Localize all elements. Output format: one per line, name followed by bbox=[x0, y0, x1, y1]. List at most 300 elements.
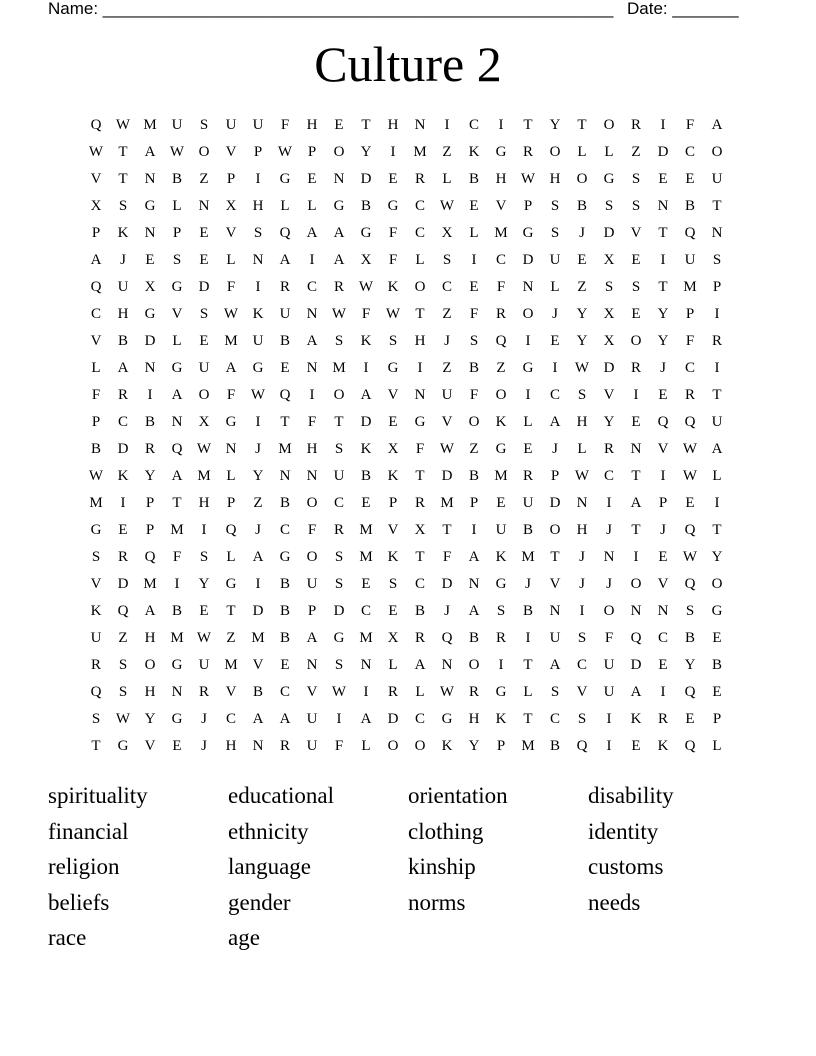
grid-letter[interactable]: F bbox=[415, 441, 425, 457]
grid-letter[interactable]: E bbox=[307, 171, 317, 187]
grid-letter[interactable]: O bbox=[306, 495, 318, 511]
grid-letter[interactable]: M bbox=[332, 360, 346, 376]
grid-letter[interactable]: T bbox=[415, 468, 425, 484]
grid-letter[interactable]: W bbox=[439, 684, 455, 700]
grid-letter[interactable]: W bbox=[277, 144, 293, 160]
grid-letter[interactable]: I bbox=[579, 603, 585, 619]
grid-letter[interactable]: R bbox=[144, 441, 155, 457]
grid-letter[interactable]: O bbox=[198, 387, 210, 403]
grid-letter[interactable]: T bbox=[361, 117, 371, 133]
grid-letter[interactable]: J bbox=[552, 306, 558, 322]
grid-letter[interactable]: E bbox=[361, 576, 371, 592]
grid-letter[interactable]: R bbox=[495, 306, 506, 322]
grid-letter[interactable]: P bbox=[712, 279, 722, 295]
grid-letter[interactable]: B bbox=[549, 738, 560, 754]
grid-letter[interactable]: E bbox=[631, 738, 641, 754]
grid-letter[interactable]: F bbox=[334, 738, 344, 754]
grid-letter[interactable]: W bbox=[196, 441, 212, 457]
grid-letter[interactable]: D bbox=[630, 657, 642, 673]
grid-letter[interactable]: J bbox=[579, 576, 585, 592]
grid-letter[interactable]: N bbox=[333, 171, 345, 187]
grid-letter[interactable]: G bbox=[171, 657, 183, 673]
grid-letter[interactable]: D bbox=[657, 144, 669, 160]
grid-letter[interactable]: E bbox=[712, 684, 722, 700]
grid-letter[interactable]: K bbox=[360, 441, 372, 457]
grid-letter[interactable]: C bbox=[441, 279, 452, 295]
grid-letter[interactable]: T bbox=[712, 387, 722, 403]
grid-letter[interactable]: R bbox=[90, 657, 101, 673]
grid-letter[interactable]: L bbox=[226, 468, 236, 484]
grid-letter[interactable]: T bbox=[226, 603, 236, 619]
grid-letter[interactable]: O bbox=[414, 738, 426, 754]
grid-letter[interactable]: A bbox=[171, 387, 183, 403]
grid-letter[interactable]: U bbox=[252, 117, 264, 133]
grid-letter[interactable]: E bbox=[469, 279, 479, 295]
grid-letter[interactable]: I bbox=[606, 495, 612, 511]
grid-letter[interactable]: I bbox=[390, 144, 396, 160]
grid-letter[interactable]: H bbox=[252, 198, 264, 214]
grid-letter[interactable]: A bbox=[549, 657, 561, 673]
grid-letter[interactable]: L bbox=[361, 738, 371, 754]
grid-letter[interactable]: B bbox=[414, 603, 425, 619]
grid-letter[interactable]: I bbox=[525, 333, 531, 349]
grid-letter[interactable]: A bbox=[144, 144, 156, 160]
grid-letter[interactable]: O bbox=[198, 144, 210, 160]
grid-letter[interactable]: X bbox=[225, 198, 237, 214]
grid-letter[interactable]: B bbox=[684, 630, 695, 646]
grid-letter[interactable]: E bbox=[631, 306, 641, 322]
grid-letter[interactable]: V bbox=[225, 225, 237, 241]
grid-letter[interactable]: S bbox=[604, 279, 614, 295]
grid-letter[interactable]: M bbox=[224, 333, 238, 349]
grid-letter[interactable]: O bbox=[522, 306, 534, 322]
grid-letter[interactable]: L bbox=[523, 684, 533, 700]
grid-letter[interactable]: B bbox=[171, 603, 182, 619]
grid-letter[interactable]: B bbox=[711, 657, 722, 673]
grid-letter[interactable]: B bbox=[279, 630, 290, 646]
grid-letter[interactable]: I bbox=[525, 630, 531, 646]
grid-letter[interactable]: S bbox=[388, 576, 398, 592]
grid-letter[interactable]: Y bbox=[603, 414, 615, 430]
grid-letter[interactable]: C bbox=[414, 198, 425, 214]
grid-letter[interactable]: U bbox=[441, 387, 453, 403]
grid-letter[interactable]: S bbox=[253, 225, 263, 241]
grid-letter[interactable]: I bbox=[633, 387, 639, 403]
grid-letter[interactable]: N bbox=[549, 603, 561, 619]
grid-letter[interactable]: A bbox=[252, 549, 264, 565]
grid-letter[interactable]: S bbox=[685, 603, 695, 619]
grid-letter[interactable]: H bbox=[414, 333, 426, 349]
grid-letter[interactable]: N bbox=[657, 603, 669, 619]
grid-letter[interactable]: I bbox=[606, 711, 612, 727]
grid-letter[interactable]: D bbox=[117, 441, 129, 457]
grid-letter[interactable]: F bbox=[307, 522, 317, 538]
grid-letter[interactable]: G bbox=[711, 603, 723, 619]
grid-letter[interactable]: C bbox=[90, 306, 101, 322]
grid-letter[interactable]: Z bbox=[469, 441, 479, 457]
grid-letter[interactable]: E bbox=[280, 360, 290, 376]
grid-letter[interactable]: U bbox=[90, 630, 102, 646]
grid-letter[interactable]: I bbox=[255, 279, 261, 295]
grid-letter[interactable]: E bbox=[388, 603, 398, 619]
grid-letter[interactable]: G bbox=[603, 171, 615, 187]
grid-letter[interactable]: L bbox=[415, 252, 425, 268]
grid-letter[interactable]: L bbox=[712, 738, 722, 754]
grid-letter[interactable]: M bbox=[521, 549, 535, 565]
grid-letter[interactable]: T bbox=[280, 414, 290, 430]
grid-letter[interactable]: T bbox=[523, 117, 533, 133]
grid-letter[interactable]: N bbox=[306, 360, 318, 376]
grid-letter[interactable]: Y bbox=[576, 333, 588, 349]
grid-letter[interactable]: T bbox=[631, 468, 641, 484]
grid-letter[interactable]: V bbox=[630, 225, 642, 241]
grid-letter[interactable]: Y bbox=[657, 306, 669, 322]
grid-letter[interactable]: Z bbox=[577, 279, 587, 295]
grid-letter[interactable]: F bbox=[307, 414, 317, 430]
grid-letter[interactable]: K bbox=[630, 711, 642, 727]
grid-letter[interactable]: M bbox=[494, 468, 508, 484]
grid-letter[interactable]: M bbox=[143, 576, 157, 592]
grid-letter[interactable]: G bbox=[495, 684, 507, 700]
grid-letter[interactable]: R bbox=[279, 738, 290, 754]
grid-letter[interactable]: P bbox=[523, 198, 533, 214]
grid-letter[interactable]: L bbox=[712, 468, 722, 484]
grid-letter[interactable]: E bbox=[361, 495, 371, 511]
grid-letter[interactable]: O bbox=[630, 576, 642, 592]
grid-letter[interactable]: Y bbox=[711, 549, 723, 565]
grid-letter[interactable]: V bbox=[603, 387, 615, 403]
grid-letter[interactable]: E bbox=[388, 171, 398, 187]
grid-letter[interactable]: P bbox=[307, 603, 317, 619]
grid-letter[interactable]: S bbox=[172, 252, 182, 268]
grid-letter[interactable]: E bbox=[496, 495, 506, 511]
grid-letter[interactable]: O bbox=[603, 117, 615, 133]
grid-letter[interactable]: B bbox=[360, 468, 371, 484]
grid-letter[interactable]: M bbox=[170, 630, 184, 646]
grid-letter[interactable]: S bbox=[334, 549, 344, 565]
grid-letter[interactable]: V bbox=[144, 738, 156, 754]
grid-letter[interactable]: G bbox=[117, 738, 129, 754]
grid-letter[interactable]: Z bbox=[442, 306, 452, 322]
grid-letter[interactable]: P bbox=[226, 495, 236, 511]
grid-letter[interactable]: Q bbox=[171, 441, 183, 457]
grid-letter[interactable]: S bbox=[604, 198, 614, 214]
grid-letter[interactable]: L bbox=[307, 198, 317, 214]
grid-letter[interactable]: S bbox=[577, 630, 587, 646]
grid-letter[interactable]: U bbox=[711, 171, 723, 187]
grid-letter[interactable]: I bbox=[606, 738, 612, 754]
grid-letter[interactable]: T bbox=[442, 522, 452, 538]
grid-letter[interactable]: Q bbox=[90, 279, 102, 295]
grid-letter[interactable]: M bbox=[89, 495, 103, 511]
grid-letter[interactable]: J bbox=[120, 252, 126, 268]
grid-letter[interactable]: N bbox=[171, 684, 183, 700]
grid-letter[interactable]: K bbox=[657, 738, 669, 754]
grid-letter[interactable]: L bbox=[469, 225, 479, 241]
grid-letter[interactable]: A bbox=[306, 225, 318, 241]
grid-letter[interactable]: V bbox=[306, 684, 318, 700]
grid-letter[interactable]: Q bbox=[630, 630, 642, 646]
grid-letter[interactable]: W bbox=[574, 360, 590, 376]
grid-letter[interactable]: K bbox=[495, 549, 507, 565]
grid-letter[interactable]: S bbox=[118, 657, 128, 673]
grid-letter[interactable]: Q bbox=[225, 522, 237, 538]
grid-letter[interactable]: P bbox=[145, 495, 155, 511]
grid-letter[interactable]: S bbox=[577, 711, 587, 727]
grid-letter[interactable]: S bbox=[334, 576, 344, 592]
grid-letter[interactable]: O bbox=[468, 414, 480, 430]
grid-letter[interactable]: U bbox=[522, 495, 534, 511]
grid-letter[interactable]: W bbox=[196, 630, 212, 646]
grid-letter[interactable]: U bbox=[603, 657, 615, 673]
grid-letter[interactable]: Y bbox=[657, 333, 669, 349]
grid-letter[interactable]: H bbox=[387, 117, 399, 133]
grid-letter[interactable]: B bbox=[117, 333, 128, 349]
grid-letter[interactable]: P bbox=[91, 414, 101, 430]
grid-letter[interactable]: N bbox=[441, 657, 453, 673]
grid-letter[interactable]: E bbox=[685, 495, 695, 511]
grid-letter[interactable]: T bbox=[658, 225, 668, 241]
grid-letter[interactable]: F bbox=[685, 333, 695, 349]
grid-letter[interactable]: D bbox=[117, 576, 129, 592]
grid-letter[interactable]: N bbox=[576, 495, 588, 511]
grid-letter[interactable]: Y bbox=[144, 711, 156, 727]
grid-letter[interactable]: G bbox=[522, 360, 534, 376]
grid-letter[interactable]: S bbox=[469, 333, 479, 349]
grid-letter[interactable]: U bbox=[171, 117, 183, 133]
grid-letter[interactable]: Q bbox=[441, 630, 453, 646]
grid-letter[interactable]: E bbox=[118, 522, 128, 538]
grid-letter[interactable]: N bbox=[603, 549, 615, 565]
grid-letter[interactable]: C bbox=[684, 360, 695, 376]
grid-letter[interactable]: R bbox=[414, 171, 425, 187]
grid-letter[interactable]: M bbox=[440, 495, 454, 511]
grid-letter[interactable]: G bbox=[495, 441, 507, 457]
grid-letter[interactable]: A bbox=[252, 711, 264, 727]
grid-letter[interactable]: T bbox=[172, 495, 182, 511]
grid-letter[interactable]: W bbox=[88, 468, 104, 484]
grid-letter[interactable]: D bbox=[360, 171, 372, 187]
grid-letter[interactable]: K bbox=[117, 225, 129, 241]
grid-letter[interactable]: B bbox=[468, 360, 479, 376]
grid-letter[interactable]: I bbox=[552, 360, 558, 376]
grid-letter[interactable]: L bbox=[550, 279, 560, 295]
grid-letter[interactable]: U bbox=[603, 684, 615, 700]
grid-letter[interactable]: J bbox=[552, 441, 558, 457]
grid-letter[interactable]: R bbox=[495, 630, 506, 646]
grid-letter[interactable]: O bbox=[333, 387, 345, 403]
grid-letter[interactable]: U bbox=[252, 333, 264, 349]
grid-letter[interactable]: F bbox=[469, 306, 479, 322]
grid-letter[interactable]: W bbox=[520, 171, 536, 187]
grid-letter[interactable]: D bbox=[603, 225, 615, 241]
grid-letter[interactable]: W bbox=[439, 198, 455, 214]
grid-letter[interactable]: L bbox=[388, 657, 398, 673]
grid-letter[interactable]: B bbox=[360, 198, 371, 214]
grid-letter[interactable]: K bbox=[117, 468, 129, 484]
grid-letter[interactable]: B bbox=[522, 603, 533, 619]
grid-letter[interactable]: R bbox=[117, 549, 128, 565]
grid-letter[interactable]: L bbox=[604, 144, 614, 160]
grid-letter[interactable]: I bbox=[660, 252, 666, 268]
grid-letter[interactable]: F bbox=[442, 549, 452, 565]
grid-letter[interactable]: E bbox=[523, 441, 533, 457]
grid-letter[interactable]: J bbox=[201, 711, 207, 727]
grid-letter[interactable]: F bbox=[361, 306, 371, 322]
grid-letter[interactable]: G bbox=[171, 711, 183, 727]
grid-letter[interactable]: T bbox=[118, 171, 128, 187]
grid-letter[interactable]: Q bbox=[657, 414, 669, 430]
grid-letter[interactable]: A bbox=[360, 387, 372, 403]
grid-letter[interactable]: E bbox=[172, 738, 182, 754]
grid-letter[interactable]: J bbox=[444, 603, 450, 619]
grid-letter[interactable]: C bbox=[279, 684, 290, 700]
grid-letter[interactable]: P bbox=[145, 522, 155, 538]
grid-letter[interactable]: F bbox=[685, 117, 695, 133]
grid-letter[interactable]: O bbox=[711, 144, 723, 160]
grid-letter[interactable]: X bbox=[387, 441, 399, 457]
grid-letter[interactable]: A bbox=[117, 360, 129, 376]
grid-letter[interactable]: O bbox=[306, 549, 318, 565]
grid-letter[interactable]: R bbox=[603, 441, 614, 457]
grid-letter[interactable]: Q bbox=[495, 333, 507, 349]
grid-letter[interactable]: R bbox=[711, 333, 722, 349]
grid-letter[interactable]: E bbox=[712, 630, 722, 646]
grid-letter[interactable]: N bbox=[144, 171, 156, 187]
grid-letter[interactable]: X bbox=[360, 252, 372, 268]
grid-letter[interactable]: W bbox=[115, 711, 131, 727]
grid-letter[interactable]: I bbox=[147, 387, 153, 403]
grid-letter[interactable]: E bbox=[145, 252, 155, 268]
grid-letter[interactable]: N bbox=[657, 198, 669, 214]
grid-letter[interactable]: X bbox=[603, 252, 615, 268]
grid-letter[interactable]: N bbox=[630, 441, 642, 457]
grid-letter[interactable]: G bbox=[279, 171, 291, 187]
grid-letter[interactable]: I bbox=[417, 360, 423, 376]
grid-letter[interactable]: Q bbox=[279, 387, 291, 403]
grid-letter[interactable]: H bbox=[576, 414, 588, 430]
grid-letter[interactable]: W bbox=[88, 144, 104, 160]
grid-letter[interactable]: Y bbox=[252, 468, 264, 484]
grid-letter[interactable]: H bbox=[144, 630, 156, 646]
grid-letter[interactable]: Y bbox=[576, 306, 588, 322]
grid-letter[interactable]: D bbox=[522, 252, 534, 268]
grid-letter[interactable]: B bbox=[279, 603, 290, 619]
grid-letter[interactable]: Y bbox=[684, 657, 696, 673]
grid-letter[interactable]: D bbox=[387, 711, 399, 727]
grid-letter[interactable]: E bbox=[550, 333, 560, 349]
grid-letter[interactable]: S bbox=[199, 549, 209, 565]
grid-letter[interactable]: U bbox=[684, 252, 696, 268]
grid-letter[interactable]: E bbox=[199, 333, 209, 349]
grid-letter[interactable]: H bbox=[549, 171, 561, 187]
grid-letter[interactable]: B bbox=[684, 198, 695, 214]
grid-letter[interactable]: O bbox=[144, 657, 156, 673]
grid-letter[interactable]: I bbox=[660, 684, 666, 700]
grid-letter[interactable]: I bbox=[309, 387, 315, 403]
grid-letter[interactable]: O bbox=[711, 576, 723, 592]
grid-letter[interactable]: K bbox=[441, 738, 453, 754]
grid-letter[interactable]: E bbox=[469, 198, 479, 214]
grid-letter[interactable]: V bbox=[495, 198, 507, 214]
grid-letter[interactable]: L bbox=[442, 171, 452, 187]
grid-letter[interactable]: V bbox=[387, 522, 399, 538]
grid-letter[interactable]: F bbox=[388, 252, 398, 268]
grid-letter[interactable]: A bbox=[333, 252, 345, 268]
grid-letter[interactable]: W bbox=[169, 144, 185, 160]
grid-letter[interactable]: Y bbox=[468, 738, 480, 754]
grid-letter[interactable]: E bbox=[685, 711, 695, 727]
grid-letter[interactable]: M bbox=[494, 225, 508, 241]
grid-letter[interactable]: M bbox=[170, 522, 184, 538]
grid-letter[interactable]: T bbox=[334, 414, 344, 430]
grid-letter[interactable]: H bbox=[198, 495, 210, 511]
grid-letter[interactable]: E bbox=[685, 171, 695, 187]
grid-letter[interactable]: P bbox=[91, 225, 101, 241]
grid-letter[interactable]: W bbox=[250, 387, 266, 403]
grid-letter[interactable]: F bbox=[469, 387, 479, 403]
grid-letter[interactable]: E bbox=[199, 252, 209, 268]
grid-letter[interactable]: U bbox=[306, 738, 318, 754]
name-field-label[interactable]: Name: ______________________________________________________ bbox=[48, 0, 614, 18]
grid-letter[interactable]: M bbox=[359, 549, 373, 565]
grid-letter[interactable]: P bbox=[172, 225, 182, 241]
grid-letter[interactable]: P bbox=[658, 495, 668, 511]
grid-letter[interactable]: L bbox=[577, 441, 587, 457]
grid-letter[interactable]: O bbox=[576, 171, 588, 187]
grid-letter[interactable]: J bbox=[444, 333, 450, 349]
grid-letter[interactable]: W bbox=[223, 306, 239, 322]
grid-letter[interactable]: J bbox=[255, 522, 261, 538]
grid-letter[interactable]: Z bbox=[442, 144, 452, 160]
grid-letter[interactable]: S bbox=[199, 117, 209, 133]
grid-letter[interactable]: Z bbox=[631, 144, 641, 160]
grid-letter[interactable]: E bbox=[334, 117, 344, 133]
grid-letter[interactable]: B bbox=[576, 198, 587, 214]
grid-letter[interactable]: I bbox=[336, 711, 342, 727]
grid-letter[interactable]: W bbox=[331, 684, 347, 700]
grid-letter[interactable]: N bbox=[522, 279, 534, 295]
grid-letter[interactable]: X bbox=[603, 333, 615, 349]
grid-letter[interactable]: N bbox=[306, 468, 318, 484]
grid-letter[interactable]: O bbox=[603, 603, 615, 619]
grid-letter[interactable]: F bbox=[172, 549, 182, 565]
grid-letter[interactable]: C bbox=[549, 387, 560, 403]
grid-letter[interactable]: L bbox=[523, 414, 533, 430]
grid-letter[interactable]: D bbox=[549, 495, 561, 511]
grid-letter[interactable]: N bbox=[306, 657, 318, 673]
grid-letter[interactable]: F bbox=[604, 630, 614, 646]
grid-letter[interactable]: Q bbox=[117, 603, 129, 619]
grid-letter[interactable]: S bbox=[550, 225, 560, 241]
grid-letter[interactable]: L bbox=[280, 198, 290, 214]
grid-letter[interactable]: T bbox=[631, 522, 641, 538]
grid-letter[interactable]: V bbox=[387, 387, 399, 403]
grid-letter[interactable]: M bbox=[359, 630, 373, 646]
grid-letter[interactable]: N bbox=[630, 603, 642, 619]
grid-letter[interactable]: A bbox=[306, 333, 318, 349]
grid-letter[interactable]: M bbox=[251, 630, 265, 646]
grid-letter[interactable]: F bbox=[496, 279, 506, 295]
grid-letter[interactable]: V bbox=[576, 684, 588, 700]
grid-letter[interactable]: O bbox=[549, 144, 561, 160]
grid-letter[interactable]: T bbox=[118, 144, 128, 160]
grid-letter[interactable]: F bbox=[226, 387, 236, 403]
grid-letter[interactable]: C bbox=[306, 279, 317, 295]
grid-letter[interactable]: B bbox=[279, 495, 290, 511]
grid-letter[interactable]: Q bbox=[684, 738, 696, 754]
grid-letter[interactable]: W bbox=[682, 441, 698, 457]
